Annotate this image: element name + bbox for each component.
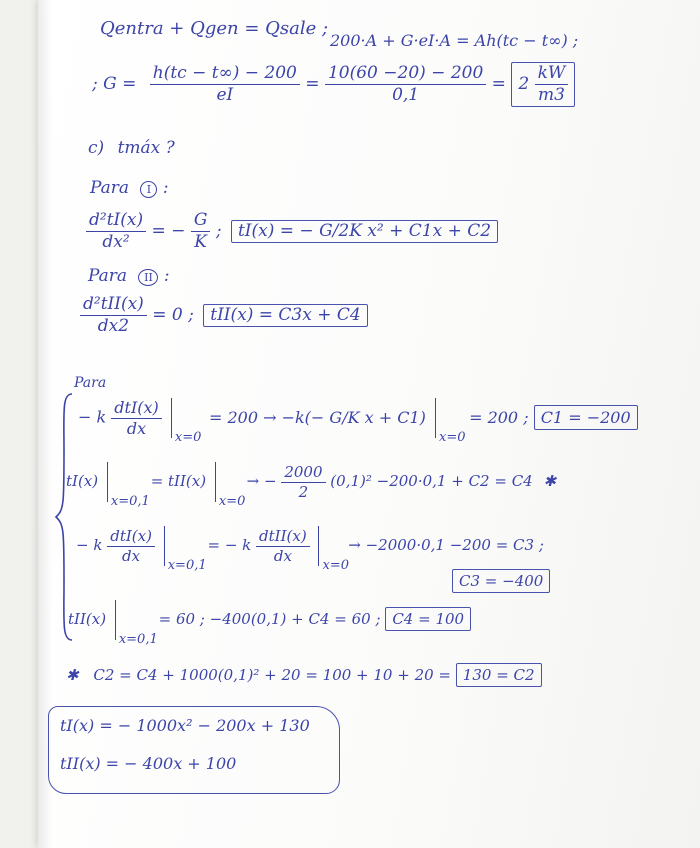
g-fraction-1-num: h(tc − t∞) − 200 <box>150 65 300 85</box>
bc-eq2-mid: = tII(x) <box>150 472 207 490</box>
bc-eq2-lhs: tI(x) <box>66 472 99 490</box>
region-1-ode-num: d²tI(x) <box>86 212 146 232</box>
region-1-ode: $\frac{\text{d²tI(x)}}{\text{dx²}}$ = − $\frac{G}{K}$ ; tI(x) = − G/2K x² + C1x + C2 <box>86 212 498 251</box>
g-result-unit <box>535 65 569 104</box>
g-fraction-2-den: 0,1 <box>392 85 420 105</box>
g-result-unit-num: kW <box>535 65 569 85</box>
bc-eq2-at: x=0,1 <box>110 494 150 509</box>
g-fraction-1-den: eI <box>216 85 234 105</box>
region-1-ode-rhs <box>191 212 211 251</box>
bc-eq3-lhs: − k <box>76 536 103 554</box>
bc-label-text: Para <box>74 375 107 391</box>
part-c-question: tmáx ? <box>117 138 175 158</box>
bc-eq3-deriv <box>107 526 155 565</box>
bc-eq2-num: 2000 <box>281 465 325 483</box>
g-fraction-2-num: 10(60 −20) − 200 <box>325 65 486 85</box>
bc-eq2-star: ✱ <box>543 472 557 490</box>
final-line-2 <box>60 756 236 772</box>
c3-result <box>452 574 550 589</box>
c1-result-box: C1 = −200 <box>534 405 638 430</box>
bc-eq2-evalbar-2 <box>215 462 246 509</box>
part-c-heading <box>88 140 175 157</box>
final-line-1 <box>60 718 310 734</box>
bc-eq1-end: = 200 ; <box>469 407 529 427</box>
c2-result-box: 130 = C2 <box>456 663 542 687</box>
energy-balance-lhs-text: Qentra + Qgen = Qsale ; <box>100 18 329 39</box>
bc-eq3-rhs: → −2000·0,1 −200 = C3 ; <box>348 536 544 554</box>
bc-eq2-den: 2 <box>298 482 309 501</box>
bc-eq1-evalbar-2 <box>435 398 466 445</box>
g-result-value: 2 <box>518 74 530 94</box>
region-2-roman: II <box>138 269 158 286</box>
bc-eq3-evalbar <box>164 526 207 573</box>
bc-eq-4 <box>68 600 471 647</box>
g-result-box <box>511 62 575 107</box>
final-line-1-text: tI(x) = − 1000x² − 200x + 130 <box>60 716 310 735</box>
bc-eq1-evalbar <box>171 398 202 445</box>
bc-eq1-lhs: − k <box>78 407 107 427</box>
bc-eq1-num: dtI(x) <box>111 400 162 419</box>
c4-result-box: C4 = 100 <box>385 607 471 631</box>
g-fraction-2 <box>325 65 486 104</box>
bc-eq3-den2: dx <box>273 546 292 565</box>
energy-balance-rhs-text: 200·A + G·eI·A = Ah(tc − t∞) ; <box>330 31 579 50</box>
region-1-solution-box: tI(x) = − G/2K x² + C1x + C2 <box>231 220 498 243</box>
bc-eq3-at2: x=0 <box>322 558 349 573</box>
bc-eq2-at2: x=0 <box>218 494 246 509</box>
region-2-ode-num: d²tII(x) <box>80 296 147 316</box>
bc-eq3-den: dx <box>122 546 141 565</box>
bc-eq2-frac <box>281 462 325 501</box>
final-line-2-text: tII(x) = − 400x + 100 <box>60 754 237 773</box>
bc-eq4-at: x=0,1 <box>118 632 158 647</box>
bc-eq3-evalbar-2 <box>318 526 349 573</box>
equals-sign: = <box>305 74 320 94</box>
region-1-heading: Para I : <box>90 178 169 198</box>
energy-balance-rhs <box>330 33 578 49</box>
region-1-ode-den: dx² <box>102 232 130 252</box>
bc-eq2-evalbar <box>107 462 150 509</box>
bc-eq3-num: dtI(x) <box>107 529 155 547</box>
region-1-roman: I <box>140 181 157 198</box>
region-1-heading-text: Para <box>90 178 130 198</box>
g-result-unit-den: m3 <box>537 85 565 105</box>
bc-eq1-mid: = 200 → −k(− G/K x + C1) <box>208 407 426 427</box>
region-1-ode-rhs-prefix: = − <box>151 221 186 241</box>
bc-eq-1 <box>78 397 638 445</box>
bc-label <box>74 376 106 390</box>
bc-eq1-den: dx <box>126 418 147 438</box>
bc-eq3-at: x=0,1 <box>167 558 207 573</box>
bc-eq3-deriv-2 <box>256 526 310 565</box>
c3-result-box: C3 = −400 <box>452 569 550 593</box>
bc-eq2-rhs-prefix: → − <box>246 472 277 490</box>
energy-balance-lhs <box>100 20 328 38</box>
g-fraction-1 <box>150 65 300 104</box>
bc-eq2-rhs: (0,1)² −200·0,1 + C2 = C4 <box>330 472 533 490</box>
bc-eq3-mid: = − k <box>207 536 252 554</box>
c2-star: ✱ <box>66 666 79 684</box>
g-calculation <box>92 62 575 107</box>
region-2-solution-box: tII(x) = C3x + C4 <box>203 304 367 327</box>
bc-eq1-at2: x=0 <box>438 430 466 445</box>
c2-line <box>66 668 542 683</box>
bc-eq3-num2: dtII(x) <box>256 529 310 547</box>
bc-eq-3 <box>76 526 544 573</box>
c2-expr: C2 = C4 + 1000(0,1)² + 20 = 100 + 10 + 20 = <box>93 666 452 684</box>
region-1-ode-rhs-num: G <box>191 212 211 232</box>
bc-eq-2 <box>66 462 557 509</box>
region-2-heading-text: Para <box>88 266 128 286</box>
region-2-heading: Para II : <box>88 266 170 286</box>
region-1-ode-rhs-den: K <box>194 232 207 252</box>
region-2-ode-rhs: = 0 ; <box>152 305 194 325</box>
region-2-ode-lhs <box>80 296 147 335</box>
bc-eq4-evalbar <box>115 600 158 647</box>
equals-sign-2: = <box>491 74 506 94</box>
part-c-label: c) <box>88 138 105 158</box>
region-2-ode <box>80 296 368 335</box>
bc-eq4-rhs: = 60 ; −400(0,1) + C4 = 60 ; <box>158 610 381 628</box>
g-lead: ; G = <box>92 74 137 94</box>
bc-eq1-deriv <box>111 397 162 438</box>
bc-eq4-lhs: tII(x) <box>68 610 107 628</box>
region-2-ode-den: dx2 <box>97 316 130 336</box>
region-1-ode-lhs <box>86 212 146 251</box>
bc-eq1-at: x=0 <box>174 430 202 445</box>
